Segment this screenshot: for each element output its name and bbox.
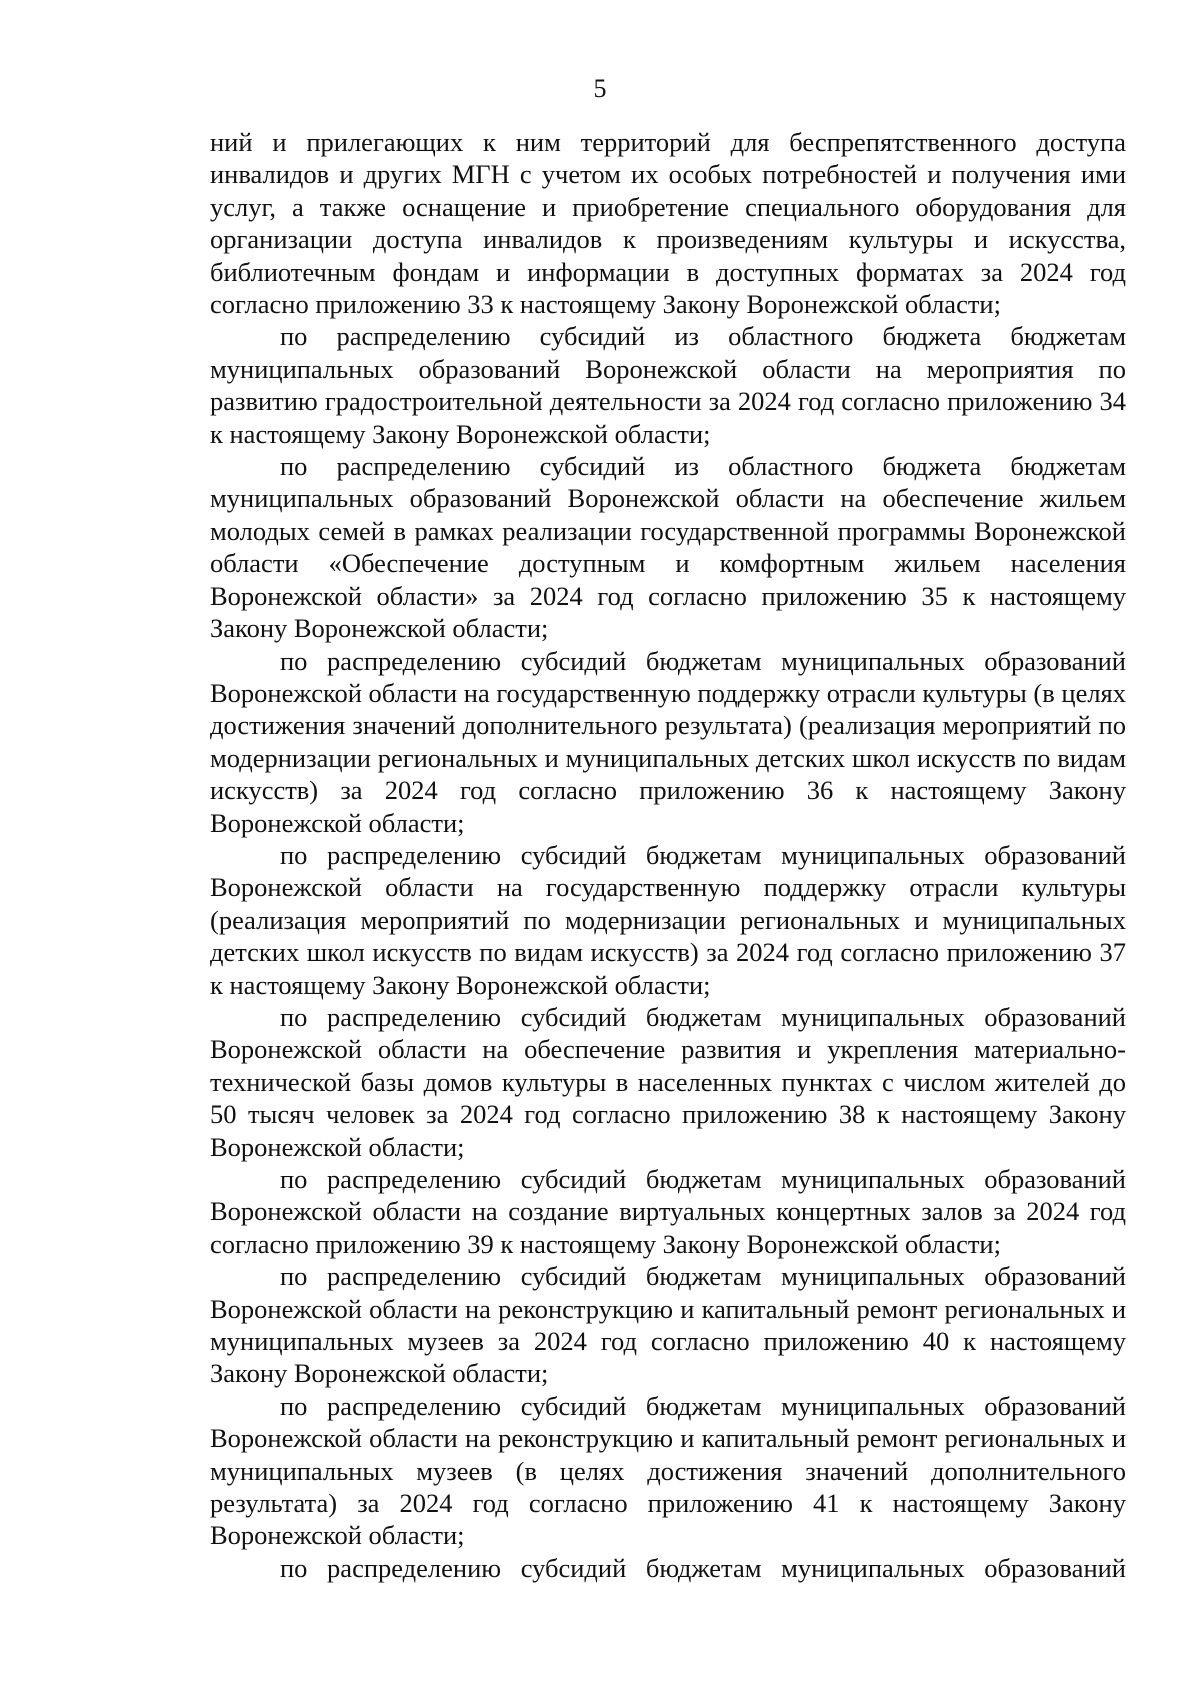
- paragraph-appendix-39: по распределению субсидий бюджетам муниципальных образований Воронежской области на создание виртуальных концертных залов за 2024 год согласно приложению 39 к настоящему Закону Воронежской области;: [210, 1164, 1126, 1259]
- page-number: 5: [593, 74, 607, 103]
- paragraph-appendix-34: по распределению субсидий из областного бюджета бюджетам муниципальных образований Воронежской области на мероприятия по развитию градостроительной деятельности за 2024 год согласно приложению 34 к настоящему Закону Воронежской области;: [210, 321, 1126, 449]
- paragraph-continuation: ний и прилегающих к ним территорий для беспрепятственного доступа инвалидов и других МГН с учетом их особых потребностей и получения ими услуг, а также оснащение и приобретение специального оборудования для организации доступа инвалидов к произведениям культуры и искусства, библиотечным фондам и информации в доступных форматах за 2024 год согласно приложению 33 к настоящему Закону Воронежской области;: [210, 127, 1126, 320]
- paragraph-trailing: по распределению субсидий бюджетам муниципальных образований: [280, 1552, 1126, 1583]
- paragraph-appendix-38: по распределению субсидий бюджетам муниципальных образований Воронежской области на обеспечение развития и укрепления материально-технической базы домов культуры в населенных пунктах с числом жителей до 50 тысяч человек за 2024 год согласно приложению 38 к настоящему Закону Воронежской области;: [210, 1001, 1126, 1162]
- document-body: [210, 126, 1126, 1584]
- paragraph-appendix-41: по распределению субсидий бюджетам муниципальных образований Воронежской области на реконструкцию и капитальный ремонт региональных и муниципальных музеев (в целях достижения значений дополнительного результата) за 2024 год согласно приложению 41 к настоящему Закону Воронежской области;: [210, 1390, 1126, 1551]
- paragraph-appendix-40: по распределению субсидий бюджетам муниципальных образований Воронежской области на реконструкцию и капитальный ремонт региональных и муниципальных музеев за 2024 год согласно приложению 40 к настоящему Закону Воронежской области;: [210, 1261, 1126, 1389]
- paragraph-appendix-35: по распределению субсидий из областного бюджета бюджетам муниципальных образований Воронежской области на обеспечение жильем молодых семей в рамках реализации государственной программы Воронежской области «Обеспечение доступным и комфортным жильем населения Воронежской области» за 2024 год согласно приложению 35 к настоящему Закону Воронежской области;: [210, 451, 1126, 644]
- paragraph-appendix-36: по распределению субсидий бюджетам муниципальных образований Воронежской области на государственную поддержку отрасли культуры (в целях достижения значений дополнительного результата) (реализация мероприятий по модернизации региональных и муниципальных детских школ искусств по видам искусств) за 2024 год согласно приложению 36 к настоящему Закону Воронежской области;: [210, 645, 1126, 838]
- paragraph-appendix-37: по распределению субсидий бюджетам муниципальных образований Воронежской области на государственную поддержку отрасли культуры (реализация мероприятий по модернизации региональных и муниципальных детских школ искусств по видам искусств) за 2024 год согласно приложению 37 к настоящему Закону Воронежской области;: [210, 839, 1126, 1000]
